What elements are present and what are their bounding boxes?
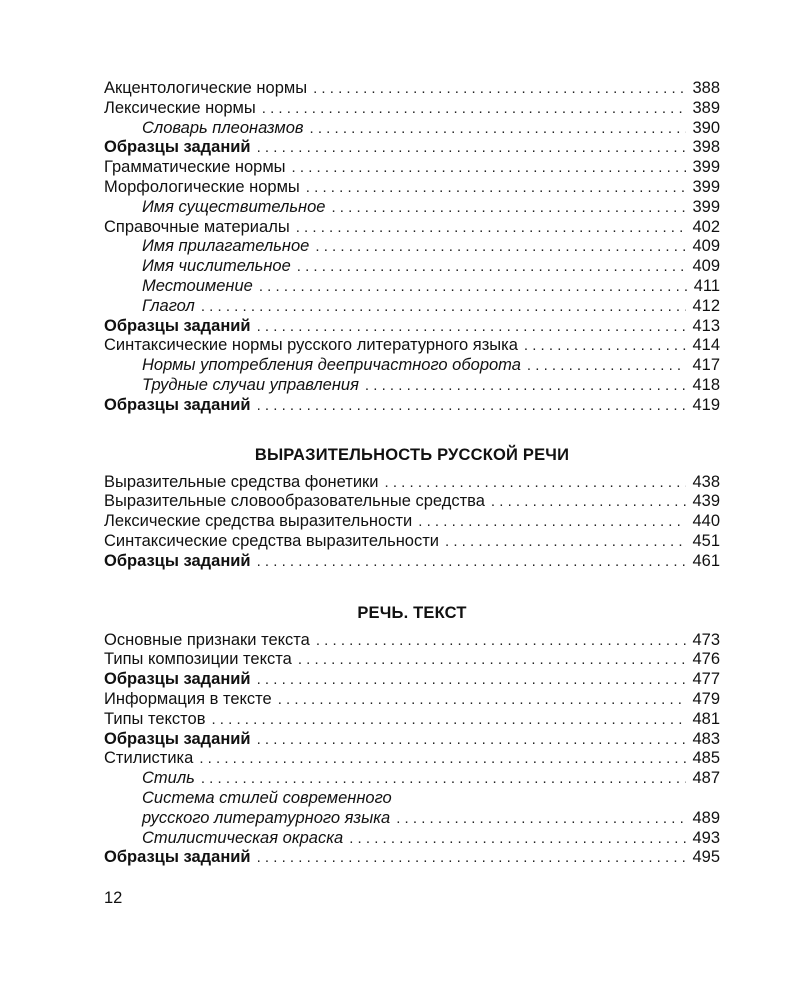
toc-entry <box>104 356 720 376</box>
dot-leader <box>331 198 686 218</box>
toc-entry <box>104 158 720 178</box>
toc-entry-page-number: 402 <box>692 217 720 236</box>
toc-entry-page-number: 483 <box>692 729 720 748</box>
toc-entry-label: Стилистическая окраска <box>142 828 344 847</box>
toc-entry-page-number: 479 <box>692 689 720 708</box>
toc-entry <box>104 512 720 532</box>
toc-entry-label: Местоимение <box>142 276 253 295</box>
toc-entry-page-number: 412 <box>692 296 720 315</box>
section-title-speech-text: РЕЧЬ. ТЕКСТ <box>357 603 467 622</box>
toc-entry-page-number: 419 <box>692 395 720 414</box>
toc-entry-label: Имя прилагательное <box>142 237 310 256</box>
toc-entry-page-number: 414 <box>692 336 720 355</box>
dot-leader <box>524 336 687 356</box>
toc-entry <box>104 492 720 512</box>
toc-group-speech-text <box>104 631 720 869</box>
toc-entry-label: Типы композиции текста <box>104 650 292 669</box>
toc-entry-page-number: 481 <box>692 709 720 728</box>
dot-leader <box>298 650 687 670</box>
toc-entry <box>104 690 720 710</box>
toc-entry-label: Образцы заданий <box>104 395 251 414</box>
toc-entry-label: Имя существительное <box>142 197 326 216</box>
toc-entry <box>104 257 720 277</box>
dot-leader <box>292 158 687 178</box>
toc-entry-page-number: 399 <box>692 177 720 196</box>
toc-entry-label: Имя числительное <box>142 257 291 276</box>
dot-leader <box>201 769 687 789</box>
dot-leader <box>385 473 687 493</box>
toc-entry-label: Лексические средства выразительности <box>104 512 413 531</box>
toc-entry <box>104 99 720 119</box>
dot-leader <box>297 257 687 277</box>
toc-entry-label: Лексические нормы <box>104 98 256 117</box>
toc-entry-page-number: 485 <box>692 749 720 768</box>
toc-entry-label: Нормы употребления деепричастного оборота <box>142 356 521 375</box>
toc-entry-page-number: 390 <box>692 118 720 137</box>
toc-entry-label: Основные признаки текста <box>104 630 310 649</box>
dot-leader <box>201 297 687 317</box>
toc-entry-page-number: 389 <box>692 98 720 117</box>
toc-entry-page-number: 438 <box>692 472 720 491</box>
dot-leader <box>315 237 686 257</box>
toc-entry-page-number: 461 <box>692 551 720 570</box>
toc-entry-label: Справочные материалы <box>104 217 290 236</box>
dot-leader <box>257 396 687 416</box>
dot-leader <box>309 119 686 139</box>
dot-leader <box>278 690 687 710</box>
dot-leader <box>306 178 687 198</box>
dot-leader <box>257 730 687 750</box>
toc-entry-label: Синтаксические нормы русского литературного языка <box>104 336 518 355</box>
toc-entry-label: Синтаксические средства выразительности <box>104 531 440 550</box>
toc-entry-page-number: 411 <box>693 276 720 295</box>
toc-entry <box>104 710 720 730</box>
toc-entry <box>104 218 720 238</box>
toc-entry-page-number: 440 <box>692 512 720 531</box>
toc-group-expressiveness <box>104 473 720 572</box>
toc-entry-page-number: 409 <box>692 237 720 256</box>
dot-leader <box>527 356 687 376</box>
dot-leader <box>211 710 686 730</box>
dot-leader <box>257 138 687 158</box>
toc-entry-page-number: 388 <box>692 79 720 97</box>
toc-entry-page-number: 495 <box>692 848 720 867</box>
toc-entry <box>104 317 720 337</box>
toc-entry-label: Глагол <box>142 296 195 315</box>
dot-leader <box>313 79 686 99</box>
toc-entry-label: Типы текстов <box>104 709 206 728</box>
toc-entry <box>104 730 720 750</box>
toc-group-norms <box>104 79 720 416</box>
toc-entry <box>104 138 720 158</box>
dot-leader <box>257 552 687 572</box>
page-number: 12 <box>104 889 123 907</box>
toc-entry-page-number: 476 <box>692 650 720 669</box>
toc-entry-label: Стиль <box>142 769 195 788</box>
toc-entry-label: Морфологические нормы <box>104 177 300 196</box>
dot-leader <box>199 749 686 769</box>
toc-entry-label: Информация в тексте <box>104 689 272 708</box>
toc-entry <box>104 79 720 99</box>
dot-leader <box>262 99 687 119</box>
toc-entry <box>104 396 720 416</box>
toc-entry-page-number: 413 <box>692 316 720 335</box>
dot-leader <box>365 376 687 396</box>
toc-entry <box>104 650 720 670</box>
dot-leader <box>491 492 687 512</box>
toc-entry <box>104 829 720 849</box>
toc-entry <box>104 277 720 297</box>
dot-leader <box>396 809 686 829</box>
toc-entry-label: Образцы заданий <box>104 551 251 570</box>
toc-entry <box>104 532 720 552</box>
toc-entry-page-number: 473 <box>692 630 720 649</box>
toc-entry-page-number: 417 <box>692 356 720 375</box>
toc-entry <box>104 769 720 789</box>
toc-entry-label: Образцы заданий <box>104 316 251 335</box>
toc-entry-page-number: 439 <box>692 492 720 511</box>
dot-leader <box>259 277 688 297</box>
toc-entry <box>104 552 720 572</box>
toc-entry-page-number: 489 <box>692 808 720 827</box>
toc-entry-label: русского литературного языка <box>142 808 391 827</box>
toc-entry-page-number: 418 <box>692 375 720 394</box>
toc-entry <box>104 119 720 139</box>
dot-leader <box>445 532 686 552</box>
toc-entry-label: Система стилей современного <box>142 788 392 807</box>
dot-leader <box>316 631 687 651</box>
toc-entry-label: Образцы заданий <box>104 138 251 157</box>
toc-entry <box>104 237 720 257</box>
toc-entry-label: Стилистика <box>104 749 194 768</box>
toc-entry <box>104 336 720 356</box>
toc-entry-line <box>104 789 720 809</box>
toc-entry <box>104 473 720 493</box>
toc-entry <box>104 749 720 769</box>
toc-entry <box>104 178 720 198</box>
table-of-contents <box>104 79 720 868</box>
toc-entry-label: Словарь плеоназмов <box>142 118 304 137</box>
toc-entry <box>104 809 720 829</box>
dot-leader <box>418 512 686 532</box>
toc-entry-label: Образцы заданий <box>104 729 251 748</box>
toc-entry-page-number: 399 <box>692 158 720 177</box>
toc-entry <box>104 631 720 651</box>
dot-leader <box>257 848 687 868</box>
toc-entry-label: Акцентологические нормы <box>104 79 308 97</box>
toc-entry-label: Выразительные средства фонетики <box>104 472 379 491</box>
toc-entry-page-number: 409 <box>692 257 720 276</box>
toc-entry-page-number: 477 <box>692 670 720 689</box>
dot-leader <box>349 829 686 849</box>
toc-entry <box>104 297 720 317</box>
section-title-expressiveness: ВЫРАЗИТЕЛЬНОСТЬ РУССКОЙ РЕЧИ <box>254 445 570 464</box>
dot-leader <box>257 317 687 337</box>
toc-entry <box>104 670 720 690</box>
toc-entry-page-number: 487 <box>692 769 720 788</box>
toc-entry <box>104 848 720 868</box>
toc-entry-label: Образцы заданий <box>104 848 251 867</box>
toc-entry-page-number: 399 <box>692 197 720 216</box>
toc-entry <box>104 376 720 396</box>
toc-entry-page-number: 451 <box>692 531 720 550</box>
dot-leader <box>296 218 687 238</box>
toc-entry-label: Выразительные словообразовательные средства <box>104 492 485 511</box>
toc-entry-label: Грамматические нормы <box>104 158 286 177</box>
dot-leader <box>257 670 687 690</box>
toc-entry-page-number: 493 <box>692 828 720 847</box>
toc-entry-label: Трудные случаи управления <box>142 375 359 394</box>
toc-entry-label: Образцы заданий <box>104 670 251 689</box>
toc-entry <box>104 198 720 218</box>
toc-entry-page-number: 398 <box>692 138 720 157</box>
